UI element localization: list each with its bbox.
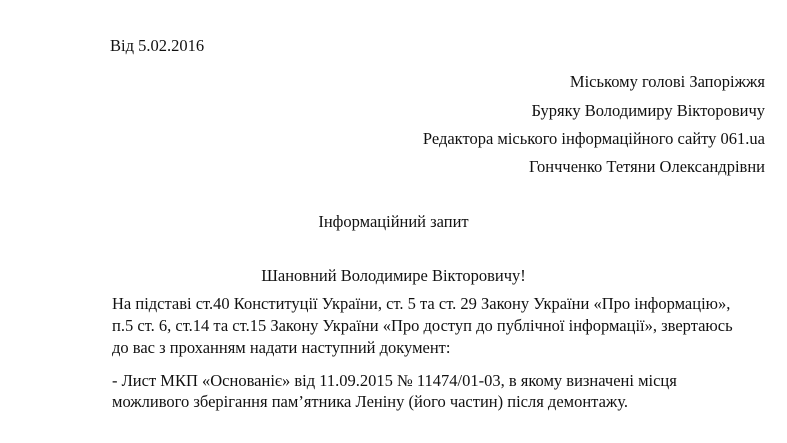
body-line-1: На підставі ст.40 Конституції України, ст. 5 та ст. 29 Закону України «Про інформацію», [112,294,731,313]
request-item-line-1: - Лист МКП «Основаніє» від 11.09.2015 № 11474/01-03, в якому визначені місця [112,371,677,390]
request-item-line-2: можливого зберігання пам’ятника Леніну (його частин) після демонтажу. [112,392,629,411]
addressee-line-2: Буряку Володимиру Вікторовичу [531,101,765,120]
letter-title: Інформаційний запит [318,212,469,231]
salutation: Шановний Володимире Вікторовичу! [261,266,526,285]
letter-date: Від 5.02.2016 [110,36,205,55]
addressee-line-1: Міському голові Запоріжжя [569,72,765,91]
addressee-line-4: Гончченко Тетяни Олександрівни [528,157,765,176]
body-line-2: п.5 ст. 6, ст.14 та ст.15 Закону України «Про доступ до публічної інформації», звертаюсь [112,316,733,335]
body-line-3: до вас з проханням надати наступний документ: [112,338,451,357]
addressee-line-3: Редактора міського інформаційного сайту 061.ua [422,129,765,148]
